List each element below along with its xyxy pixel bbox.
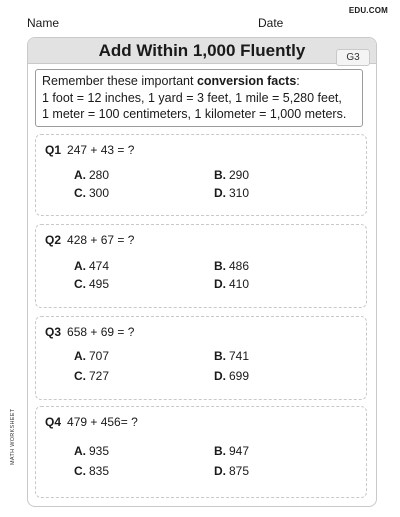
question-text-4: 479 + 456= ? [67, 415, 138, 429]
option-letter: C. [74, 277, 86, 291]
option-d[interactable] [214, 464, 249, 478]
option-c[interactable] [74, 464, 109, 478]
question-card-1 [35, 134, 367, 216]
option-a[interactable] [74, 259, 109, 273]
option-c[interactable] [74, 186, 109, 200]
question-card-3 [35, 316, 367, 400]
option-c[interactable] [74, 277, 109, 291]
option-value: 290 [229, 168, 250, 182]
option-value: 947 [229, 444, 250, 458]
grade-badge: G3 [336, 49, 370, 66]
option-letter: A. [74, 349, 86, 363]
side-label: MATH WORKSHEET [10, 408, 16, 465]
option-a[interactable] [74, 444, 109, 458]
option-value: 474 [89, 259, 110, 273]
facts-colon: : [296, 74, 300, 88]
option-value: 310 [229, 186, 250, 200]
option-value: 486 [229, 259, 250, 273]
option-value: 707 [89, 349, 110, 363]
worksheet-title: Add Within 1,000 Fluently [98, 41, 306, 60]
question-prompt-4 [45, 415, 138, 429]
question-card-4 [35, 406, 367, 498]
option-letter: C. [74, 369, 86, 383]
facts-bold: conversion facts [196, 74, 297, 88]
option-value: 935 [89, 444, 110, 458]
option-letter: D. [214, 186, 226, 200]
option-letter: C. [74, 186, 86, 200]
option-letter: D. [214, 369, 226, 383]
option-value: 300 [89, 186, 110, 200]
facts-line-2: 1 foot = 12 inches, 1 yard = 3 feet, 1 mile = 5,280 feet, [42, 90, 342, 105]
option-d[interactable] [214, 277, 249, 291]
facts-line-1 [42, 73, 356, 90]
option-letter: B. [214, 444, 226, 458]
option-letter: C. [74, 464, 86, 478]
question-prompt-3 [45, 325, 134, 339]
option-letter: B. [214, 168, 226, 182]
option-b[interactable] [214, 444, 249, 458]
worksheet [27, 37, 377, 507]
option-b[interactable] [214, 349, 249, 363]
question-prompt-1 [45, 143, 134, 157]
option-letter: B. [214, 259, 226, 273]
option-d[interactable] [214, 186, 249, 200]
option-letter: A. [74, 168, 86, 182]
option-letter: D. [214, 277, 226, 291]
option-value: 495 [89, 277, 110, 291]
question-number-1: Q1 [45, 143, 62, 157]
title-bar [28, 38, 376, 64]
option-a[interactable] [74, 168, 109, 182]
option-d[interactable] [214, 369, 249, 383]
date-label: Date [258, 16, 284, 30]
conversion-facts-box [35, 69, 363, 127]
option-letter: A. [74, 259, 86, 273]
question-number-2: Q2 [45, 233, 62, 247]
option-a[interactable] [74, 349, 109, 363]
option-c[interactable] [74, 369, 109, 383]
question-text-3: 658 + 69 = ? [67, 325, 135, 339]
option-b[interactable] [214, 259, 249, 273]
option-letter: B. [214, 349, 226, 363]
option-value: 835 [89, 464, 110, 478]
option-b[interactable] [214, 168, 249, 182]
question-card-2 [35, 224, 367, 308]
facts-intro: Remember these important [42, 74, 197, 88]
question-number-4: Q4 [45, 415, 62, 429]
option-letter: A. [74, 444, 86, 458]
question-number-3: Q3 [45, 325, 62, 339]
option-value: 280 [89, 168, 110, 182]
option-value: 699 [229, 369, 250, 383]
question-prompt-2 [45, 233, 134, 247]
question-text-2: 428 + 67 = ? [67, 233, 135, 247]
option-value: 741 [229, 349, 250, 363]
option-value: 875 [229, 464, 250, 478]
option-letter: D. [214, 464, 226, 478]
option-value: 727 [89, 369, 110, 383]
facts-line-3: 1 meter = 100 centimeters, 1 kilometer = 1,000 meters. [42, 107, 347, 121]
brand-logo: EDU.COM [348, 6, 388, 15]
question-text-1: 247 + 43 = ? [67, 143, 135, 157]
option-value: 410 [229, 277, 250, 291]
name-label: Name [27, 16, 60, 30]
